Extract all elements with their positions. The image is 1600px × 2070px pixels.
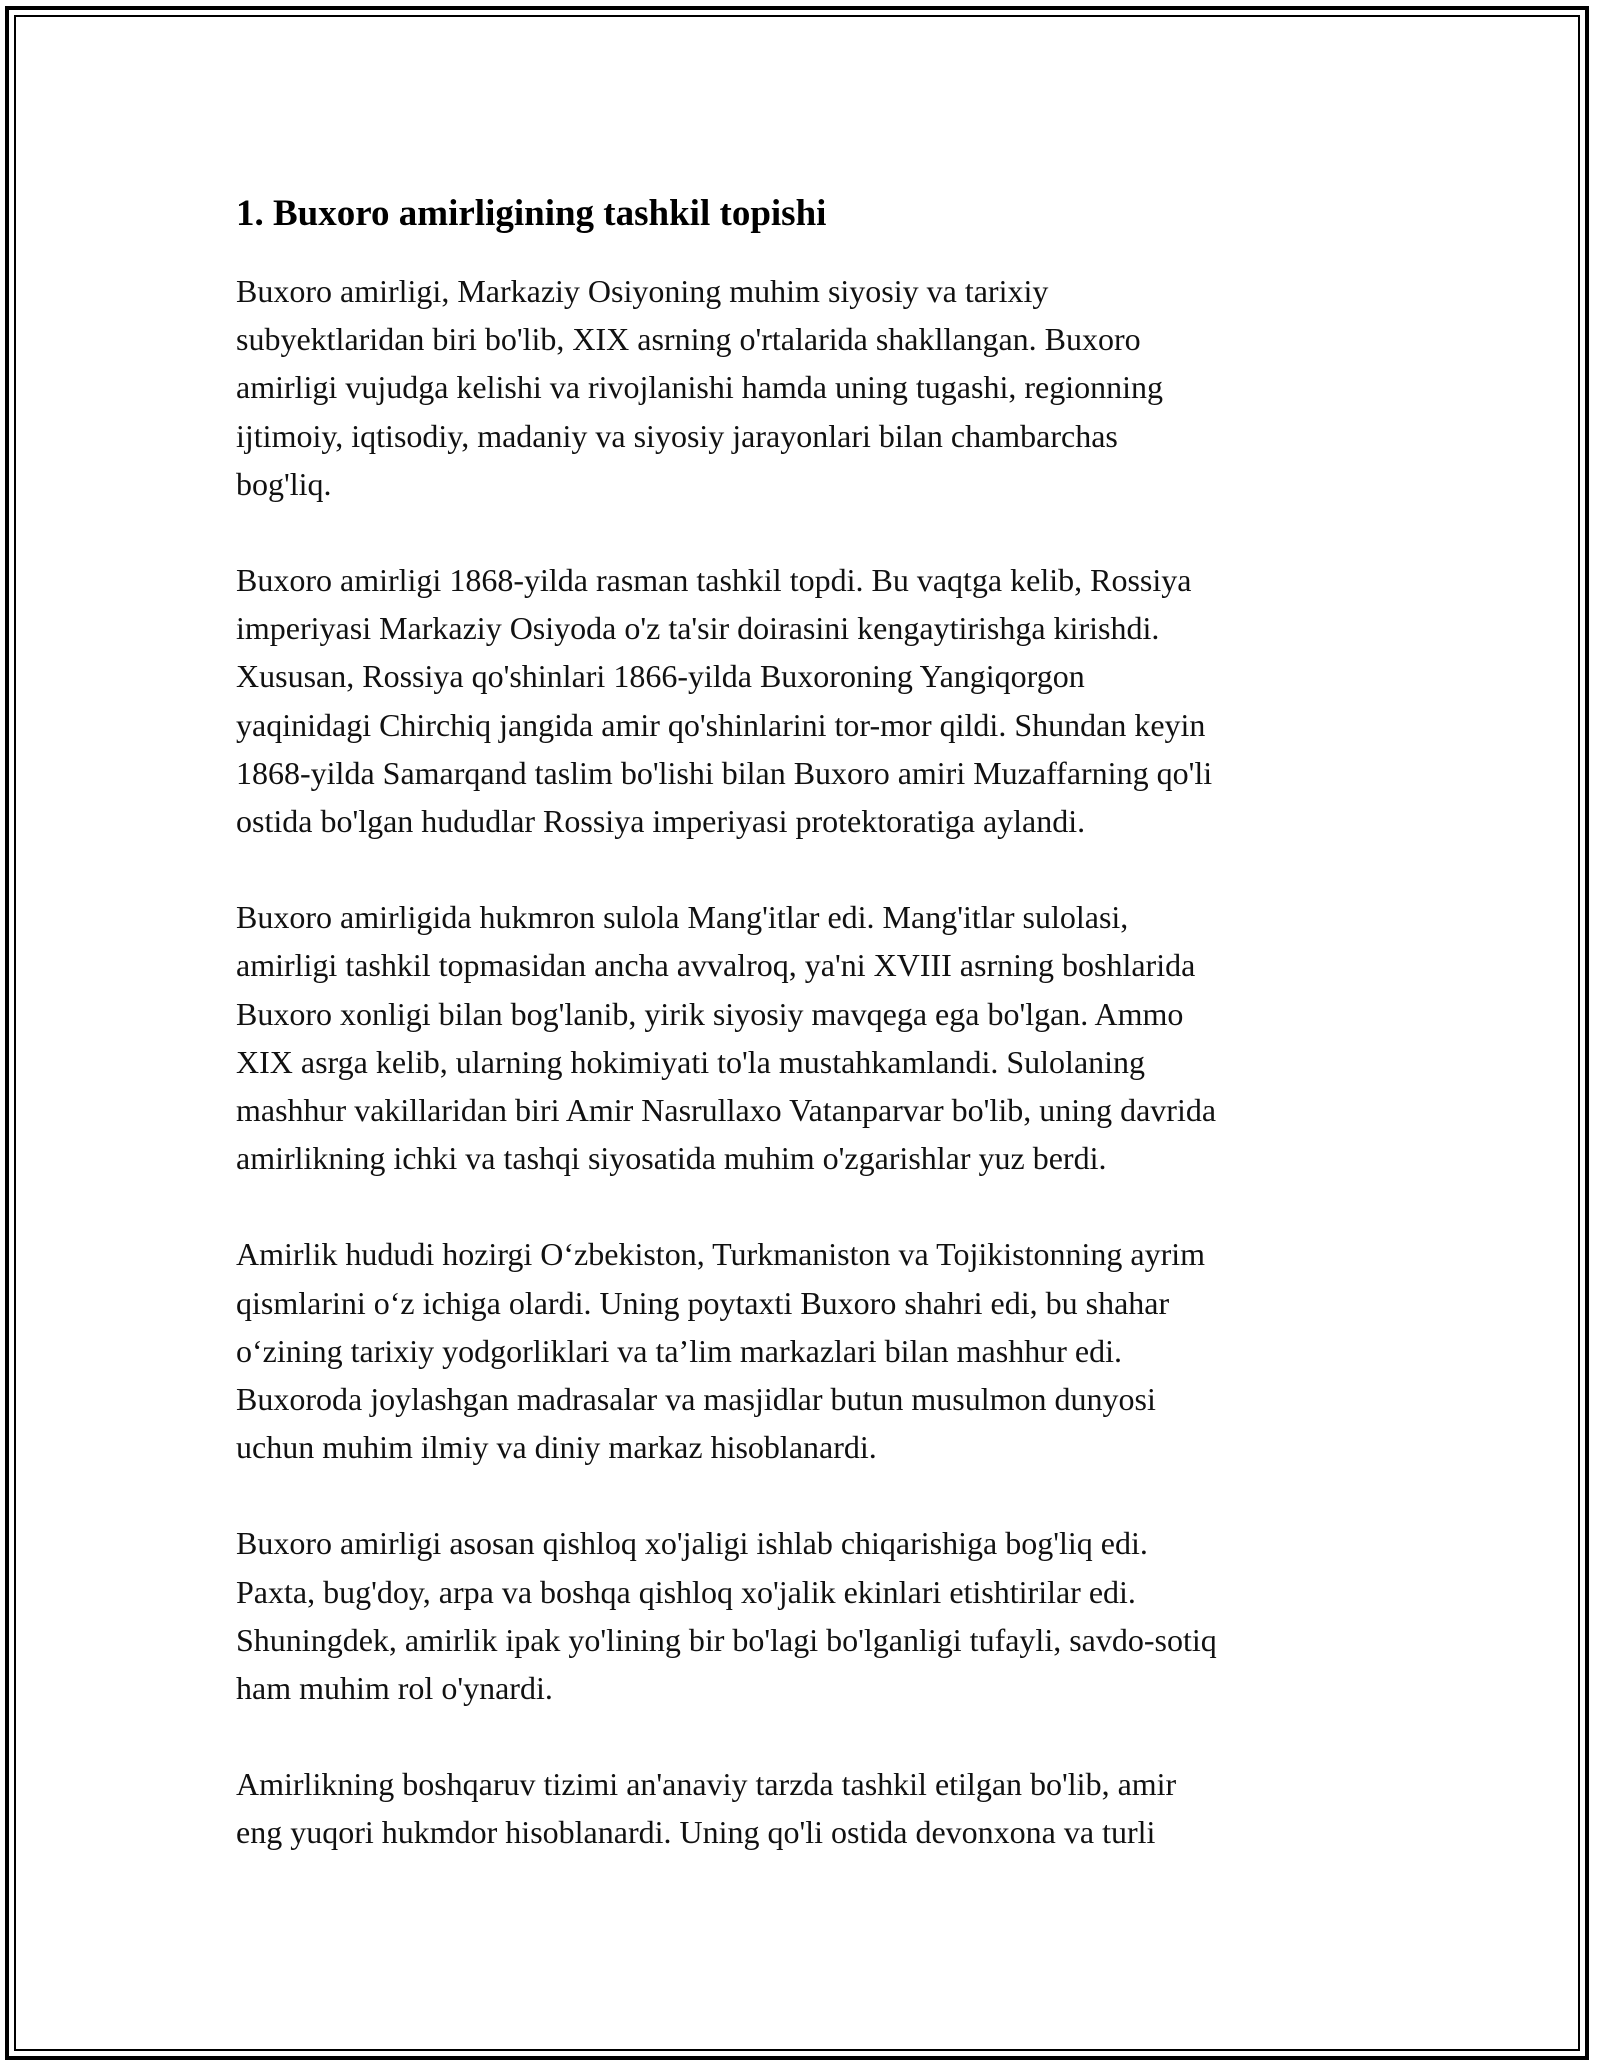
paragraph-6 xyxy=(236,1760,1376,1856)
text-line: Buxoro amirligi asosan qishloq xo'jaligi ishlab chiqarishiga bog'liq edi. xyxy=(236,1525,1148,1562)
text-line: ostida bo'lgan hududlar Rossiya imperiyasi protektoratiga aylandi. xyxy=(236,803,1086,840)
text-line: Xususan, Rossiya qo'shinlari 1866-yilda Buxoroning Yangiqorgon xyxy=(236,658,1085,695)
text-line: ham muhim rol o'ynardi. xyxy=(236,1670,553,1707)
paragraph-3 xyxy=(236,893,1376,1182)
text-line: 1868-yilda Samarqand taslim bo'lishi bilan Buxoro amiri Muzaffarning qo'li xyxy=(236,754,1213,791)
text-line: imperiyasi Markaziy Osiyoda o'z ta'sir doirasini kengaytirishga kirishdi. xyxy=(236,610,1160,647)
paragraph-5 xyxy=(236,1519,1376,1712)
text-line: o‘zining tarixiy yodgorliklari va ta’lim markazlari bilan mashhur edi. xyxy=(236,1332,1122,1369)
text-line: Paxta, bug'doy, arpa va boshqa qishloq xo'jalik ekinlari etishtirilar edi. xyxy=(236,1573,1136,1610)
text-line: subyektlaridan biri bo'lib, XIX asrning o'rtalarida shakllangan. Buxoro xyxy=(236,321,1141,358)
text-line: Amirlikning boshqaruv tizimi an'anaviy tarzda tashkil etilgan bo'lib, amir xyxy=(236,1766,1177,1803)
paragraph-2 xyxy=(236,556,1376,845)
text-line: Buxoro amirligi 1868-yilda rasman tashkil topdi. Bu vaqtga kelib, Rossiya xyxy=(236,562,1192,599)
text-line: Buxoro amirligi, Markaziy Osiyoning muhim siyosiy va tarixiy xyxy=(236,273,1049,309)
text-line: Buxoro amirligida hukmron sulola Mang'itlar edi. Mang'itlar sulolasi, xyxy=(236,899,1129,936)
text-line: Shuningdek, amirlik ipak yo'lining bir bo'lagi bo'lganligi tufayli, savdo-sotiq xyxy=(236,1621,1217,1658)
paragraph-1 xyxy=(236,267,1376,508)
text-line: bog'liq. xyxy=(236,465,332,502)
paragraph-4 xyxy=(236,1230,1376,1471)
text-line: mashhur vakillaridan biri Amir Nasrullaxo Vatanparvar bo'lib, uning davrida xyxy=(236,1092,1217,1129)
text-line: Amirlik hududi hozirgi O‘zbekiston, Turkmaniston va Tojikistonning ayrim xyxy=(236,1236,1205,1273)
text-line: Buxoroda joylashgan madrasalar va masjidlar butun musulmon dunyosi xyxy=(236,1381,1156,1418)
document-body xyxy=(236,183,1376,1905)
page-title: 1. Buxoro amirligining tashkil topishi xyxy=(236,193,827,234)
text-line: eng yuqori hukmdor hisoblanardi. Uning qo'li ostida devonxona va turli xyxy=(236,1814,1156,1851)
text-line: qismlarini o‘z ichiga olardi. Uning poytaxti Buxoro shahri edi, bu shahar xyxy=(236,1284,1170,1321)
text-line: yaqinidagi Chirchiq jangida amir qo'shinlarini tor-mor qildi. Shundan keyin xyxy=(236,706,1206,743)
text-line: XIX asrga kelib, ularning hokimiyati to'la mustahkamlandi. Sulolaning xyxy=(236,1043,1146,1080)
text-line: amirlikning ichki va tashqi siyosatida muhim o'zgarishlar yuz berdi. xyxy=(236,1140,1107,1177)
text-line: uchun muhim ilmiy va diniy markaz hisoblanardi. xyxy=(236,1429,877,1466)
text-line: amirligi vujudga kelishi va rivojlanishi hamda uning tugashi, regionning xyxy=(236,369,1163,406)
text-line: amirligi tashkil topmasidan ancha avvalroq, ya'ni XVIII asrning boshlarida xyxy=(236,947,1196,984)
text-line: ijtimoiy, iqtisodiy, madaniy va siyosiy jarayonlari bilan chambarchas xyxy=(236,417,1118,454)
text-line: Buxoro xonligi bilan bog'lanib, yirik siyosiy mavqega ega bo'lgan. Ammo xyxy=(236,995,1184,1032)
